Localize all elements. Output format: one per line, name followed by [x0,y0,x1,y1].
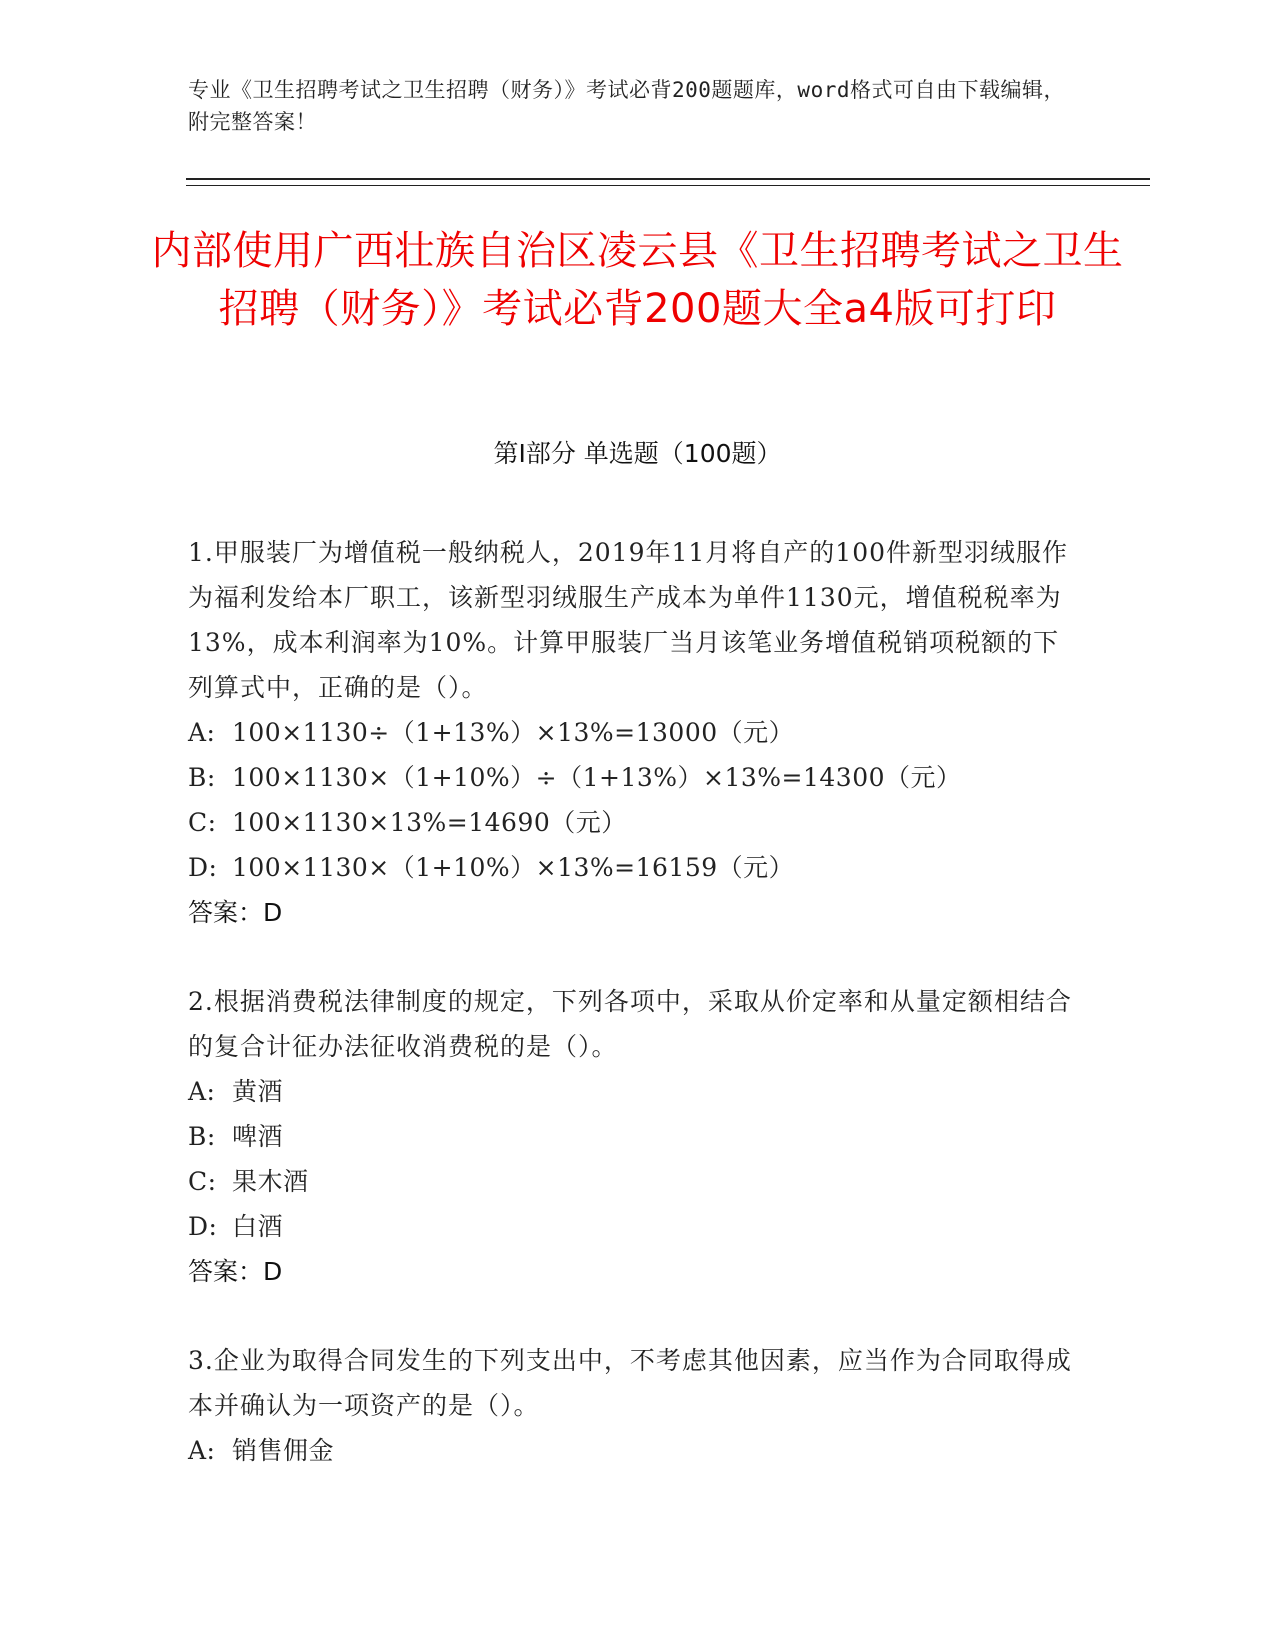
option-c [188,1159,1078,1204]
option-text: 100×1130×（1+10%）×13%=16159（元） [232,853,795,882]
question-stem: 1.甲服装厂为增值税一般纳税人，2019年11月将自产的100件新型羽绒服作为福利发给本厂职工，该新型羽绒服生产成本为单件1130元，增值税税率为13%，成本利润率为10%。计算甲服装厂当月该笔业务增值税销项税额的下列算式中，正确的是（）。 [188,538,1069,702]
question-stem: 3.企业为取得合同发生的下列支出中，不考虑其他因素，应当作为合同取得成本并确认为一项资产的是（）。 [188,1346,1072,1420]
option-text: 黄酒 [232,1077,284,1106]
option-letter: A: [188,1436,216,1465]
question-list [188,530,1078,1517]
option-letter: B: [188,763,216,792]
question-stem: 2.根据消费税法律制度的规定，下列各项中，采取从价定率和从量定额相结合的复合计征办法征收消费税的是（）。 [188,987,1072,1061]
document-title: 内部使用广西壮族自治区凌云县《卫生招聘考试之卫生招聘（财务）》考试必背200题大全a4版可打印 [151,228,1124,332]
option-letter: D: [188,1212,218,1241]
option-c [188,800,1078,845]
option-d [188,845,1078,890]
option-text: 果木酒 [232,1167,309,1196]
option-a [188,710,1078,755]
header-divider-thin [186,185,1150,186]
option-d [188,1204,1078,1249]
option-letter: B: [188,1122,216,1151]
option-letter: A: [188,718,216,747]
section-title: 第Ⅰ部分 单选题（100题） [493,439,782,468]
option-a [188,1069,1078,1114]
option-text: 白酒 [232,1212,284,1241]
option-a [188,1428,1078,1473]
option-letter: D: [188,853,218,882]
option-b [188,755,1078,800]
header-divider [186,178,1150,180]
answer: 答案：D [188,1257,283,1286]
question-3 [188,1338,1078,1473]
option-text: 100×1130×（1+10%）÷（1+13%）×13%=14300（元） [232,763,962,792]
option-letter: A: [188,1077,216,1106]
option-b [188,1114,1078,1159]
option-text: 销售佣金 [232,1436,335,1465]
question-2 [188,979,1078,1294]
option-text: 100×1130×13%=14690（元） [232,808,627,837]
question-1 [188,530,1078,935]
option-text: 啤酒 [232,1122,284,1151]
option-letter: C: [188,1167,217,1196]
answer: 答案：D [188,898,283,927]
option-text: 100×1130÷（1+13%）×13%=13000（元） [232,718,795,747]
header-note: 专业《卫生招聘考试之卫生招聘（财务）》考试必背200题题库，word格式可自由下载编辑，附完整答案！ [188,78,1065,134]
option-letter: C: [188,808,217,837]
